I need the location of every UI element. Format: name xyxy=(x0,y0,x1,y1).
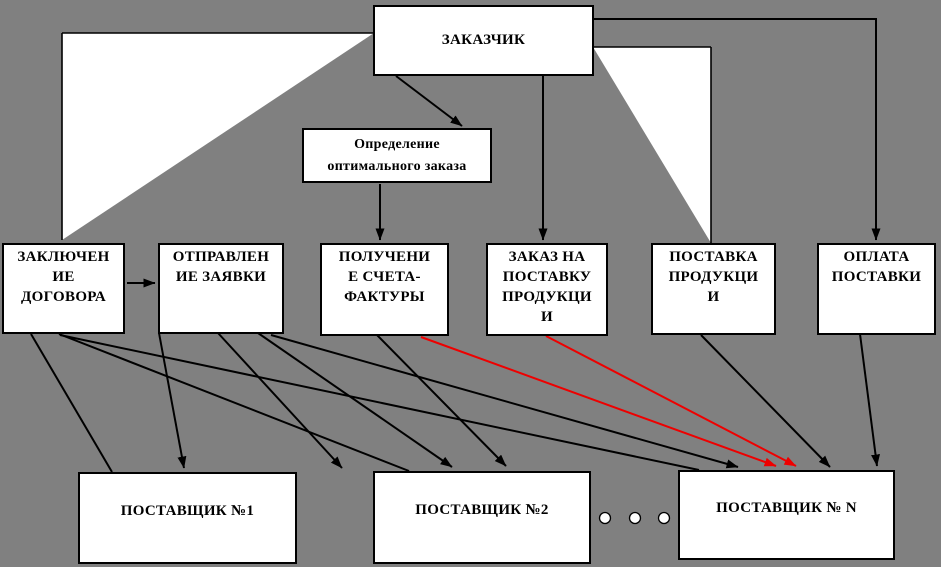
box-label-line: И xyxy=(541,308,553,325)
box-request-sending xyxy=(158,243,284,334)
box-product-delivery xyxy=(651,243,776,335)
box-label-line: И xyxy=(707,288,720,305)
ellipsis-dot xyxy=(630,513,641,524)
box-optimal-order xyxy=(302,128,492,183)
box-supplier-n xyxy=(678,470,895,560)
box-supplier-2 xyxy=(373,471,591,564)
box-label-line: ЗАКЛЮЧЕН xyxy=(17,249,110,265)
box-label-line: ФАКТУРЫ xyxy=(344,288,425,305)
line-contract-to-supplier2 xyxy=(59,334,409,471)
box-contract-conclusion xyxy=(2,243,125,334)
box-delivery-payment xyxy=(817,243,936,335)
arrow-request-to-supplier2 xyxy=(258,333,452,467)
arrow-request-to-supplier2-gap xyxy=(218,333,342,468)
box-label-line: ИЕ xyxy=(52,268,75,285)
arrow-delivery-to-supplier-n xyxy=(701,335,830,467)
box-label-line: ПОСТАВЩИК №1 xyxy=(120,502,255,519)
box-label-line: ЗАКАЗЧИК xyxy=(441,32,526,48)
box-label-line: ПОЛУЧЕНИ xyxy=(338,249,431,265)
box-label-line: ПОСТАВЩИК № N xyxy=(716,499,857,516)
box-label-line: ОПЛАТА xyxy=(843,249,910,265)
box-label-line: Е СЧЕТА- xyxy=(348,268,421,285)
box-label-line: ДОГОВОРА xyxy=(21,288,106,305)
box-label-line: ПОСТАВЩИК №2 xyxy=(415,502,549,518)
box-label-line: ПОСТАВКУ xyxy=(502,268,592,285)
box-product-order xyxy=(486,243,608,336)
box-label-line: ПРОДУКЦИ xyxy=(502,288,592,305)
box-supplier-1 xyxy=(78,472,297,564)
box-label-line: ПОСТАВКА xyxy=(669,249,758,265)
ellipsis-dot xyxy=(600,513,611,524)
beam-customer-to-delivery xyxy=(593,47,711,243)
box-invoice-receiving xyxy=(320,243,449,336)
box-label-line: ИЕ ЗАЯВКИ xyxy=(175,268,267,285)
box-label-line: ЗАКАЗ НА xyxy=(508,249,586,265)
box-label-line: Определение xyxy=(354,136,440,152)
box-label-line: оптимального заказа xyxy=(327,158,467,174)
box-label-line: ОТПРАВЛЕН xyxy=(172,249,270,265)
arrow-invoice-to-supplier2 xyxy=(377,335,506,466)
suppliers-ellipsis-dots xyxy=(600,513,670,524)
line-contract-to-supplier1 xyxy=(31,334,112,472)
arrow-request-to-supplier1 xyxy=(159,333,184,468)
box-label-line: ПОСТАВКИ xyxy=(831,268,922,285)
ellipsis-dot xyxy=(659,513,670,524)
box-customer xyxy=(373,5,594,76)
arrow-customer-to-optimal xyxy=(396,76,462,126)
arrow-request-to-supplier-n xyxy=(271,335,738,467)
arrow-payment-to-supplier-n xyxy=(860,334,877,466)
box-label-line: ПРОДУКЦИ xyxy=(668,268,759,285)
